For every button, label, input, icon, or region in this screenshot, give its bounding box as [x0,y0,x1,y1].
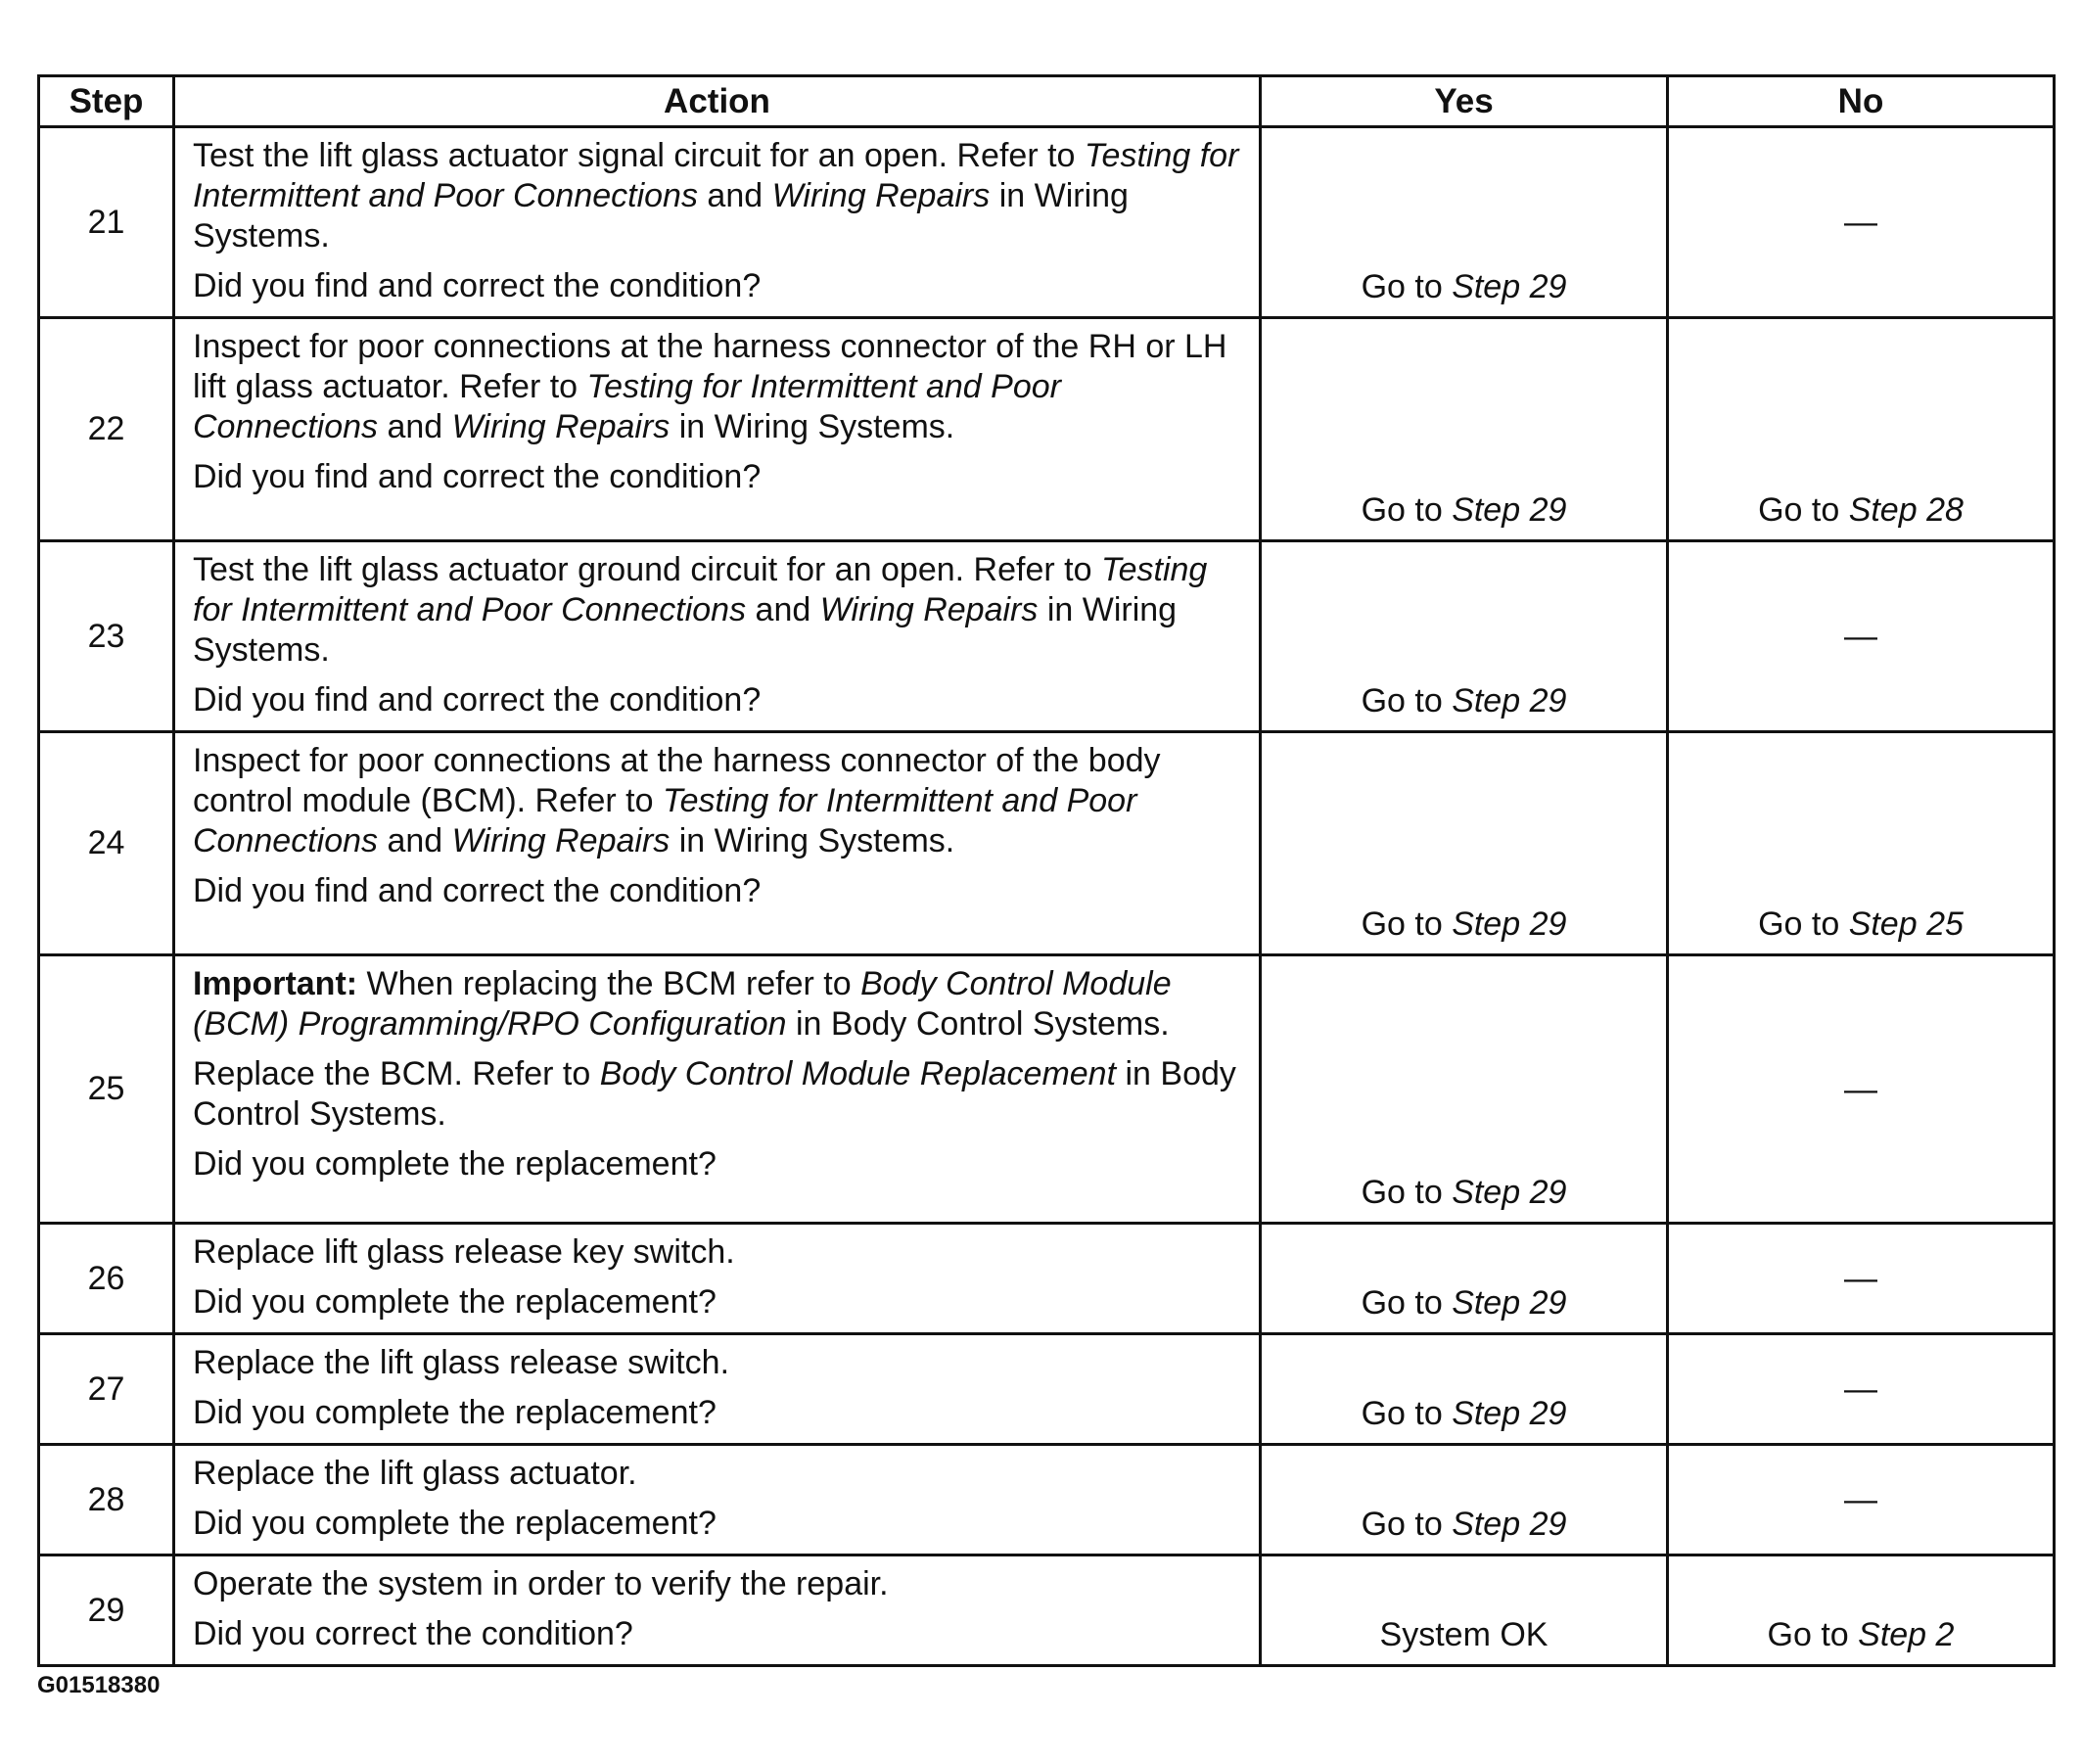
step-number: 21 [39,127,174,318]
no-result-dash: — [1668,541,2055,732]
action-cell [174,127,1261,318]
header-step: Step [39,76,174,127]
text-run: and [697,177,772,214]
action-cell [174,1224,1261,1334]
no-result [1668,1555,2055,1666]
yes-result [1261,1555,1668,1666]
action-question: Did you complete the replacement? [193,1283,717,1321]
yes-result [1261,318,1668,541]
no-result-dash: — [1668,1224,2055,1334]
text-run: Replace lift glass release key switch. [193,1233,735,1271]
action-question: Did you find and correct the condition? [193,267,762,304]
text-run: Go to [1767,1616,1859,1653]
text-run: Test the lift glass actuator signal circuit for an open. Refer to [193,137,1085,174]
text-run: Go to [1361,682,1453,720]
action-question: Did you complete the replacement? [193,1394,717,1431]
action-text [193,964,1241,1044]
action-question: Did you find and correct the condition? [193,872,762,909]
reference-title: Wiring Repairs [451,408,671,445]
table-row [39,955,2055,1224]
header-no: No [1668,76,2055,127]
action-text [193,327,1241,447]
reference-title: Step 29 [1452,268,1567,305]
text-run: Operate the system in order to verify the repair. [193,1565,889,1602]
action-text [193,1454,1241,1494]
text-run: and [378,408,452,445]
table-row [39,1224,2055,1334]
step-number: 26 [39,1224,174,1334]
table-row [39,127,2055,318]
table-row [39,1445,2055,1555]
no-result-dash: — [1668,1334,2055,1445]
text-run: in Wiring Systems. [670,408,955,445]
no-result-dash: — [1668,1445,2055,1555]
step-number: 28 [39,1445,174,1555]
text-run: and [378,822,452,859]
reference-title: Step 29 [1452,1506,1567,1543]
step-number: 27 [39,1334,174,1445]
yes-result [1261,1334,1668,1445]
header-yes: Yes [1261,76,1668,127]
yes-result [1261,541,1668,732]
text-run: and [746,591,820,628]
reference-title: Wiring Repairs [771,177,991,214]
no-result [1668,318,2055,541]
yes-result [1261,732,1668,955]
table-row [39,541,2055,732]
action-question: Did you correct the condition? [193,1615,633,1652]
table-header-row [39,76,2055,127]
text-run: Go to [1361,905,1453,943]
yes-result [1261,127,1668,318]
text-run: Go to [1361,1506,1453,1543]
reference-title: Testing for Intermittent and Poor Connections [193,368,1061,445]
reference-title: Step 29 [1452,1395,1567,1432]
action-text [193,741,1241,861]
text-run: Go to [1758,491,1849,529]
table-row [39,318,2055,541]
reference-title: Testing for Intermittent and Poor Connections [193,782,1137,859]
figure-id: G01518380 [37,1672,161,1698]
action-text [193,1232,1241,1273]
bold-label: Important: [193,965,358,1002]
yes-result [1261,1445,1668,1555]
reference-title: Step 25 [1848,905,1964,943]
step-number: 25 [39,955,174,1224]
text-run: in Wiring Systems. [670,822,955,859]
text-run: Go to [1758,905,1849,943]
reference-title: Testing for Intermittent and Poor Connections [193,137,1239,214]
action-question: Did you find and correct the condition? [193,458,762,495]
step-number: 22 [39,318,174,541]
action-text [193,1343,1241,1383]
text-run: in Body Control Systems. [786,1005,1170,1043]
header-action: Action [174,76,1261,127]
reference-title: Step 29 [1452,1284,1567,1322]
text-run: in Wiring Systems. [193,591,1178,669]
table-body [39,127,2055,1666]
reference-title: Step 28 [1848,491,1964,529]
text-run: Go to [1361,1174,1453,1211]
text-run: Replace the lift glass actuator. [193,1455,637,1492]
text-run: Inspect for poor connections at the harness connector of the body control module (BCM). Refer to [193,742,1161,819]
text-run: Replace the lift glass release switch. [193,1344,730,1381]
reference-title: Step 29 [1452,682,1567,720]
text-run: Replace the BCM. Refer to [193,1055,600,1092]
step-number: 23 [39,541,174,732]
no-result-dash: — [1668,127,2055,318]
step-number: 29 [39,1555,174,1666]
reference-title: Wiring Repairs [819,591,1039,628]
action-question: Did you complete the replacement? [193,1145,717,1183]
text-run: Go to [1361,268,1453,305]
text-run: Go to [1361,491,1453,529]
yes-result [1261,1224,1668,1334]
action-cell [174,541,1261,732]
action-cell [174,318,1261,541]
text-run: System OK [1379,1616,1549,1653]
action-cell [174,1445,1261,1555]
reference-title: Testing for Intermittent and Poor Connections [193,551,1208,628]
table-row [39,1334,2055,1445]
action-text [193,1054,1241,1135]
action-cell [174,1555,1261,1666]
table-row [39,1555,2055,1666]
action-question: Did you find and correct the condition? [193,681,762,719]
reference-title: Step 29 [1452,905,1567,943]
action-text [193,136,1241,256]
reference-title: Step 2 [1858,1616,1955,1653]
action-cell [174,1334,1261,1445]
reference-title: Step 29 [1452,491,1567,529]
diagnostic-table [37,74,2056,1667]
no-result-dash: — [1668,955,2055,1224]
step-number: 24 [39,732,174,955]
text-run: Go to [1361,1395,1453,1432]
action-question: Did you complete the replacement? [193,1505,717,1542]
reference-title: Body Control Module Replacement [599,1055,1117,1092]
text-run: When replacing the BCM refer to [357,965,861,1002]
text-run: Go to [1361,1284,1453,1322]
text-run: Inspect for poor connections at the harness connector of the RH or LH lift glass actuator. Refer to [193,328,1227,405]
action-text [193,550,1241,671]
reference-title: Wiring Repairs [451,822,671,859]
table-row [39,732,2055,955]
action-cell [174,732,1261,955]
yes-result [1261,955,1668,1224]
reference-title: Step 29 [1452,1174,1567,1211]
reference-title: Body Control Module (BCM) Programming/RPO Configuration [193,965,1172,1043]
text-run: in Wiring Systems. [193,177,1129,255]
text-run: Test the lift glass actuator ground circuit for an open. Refer to [193,551,1101,588]
action-text [193,1564,1241,1604]
text-run: in Body Control Systems. [193,1055,1236,1133]
action-cell [174,955,1261,1224]
no-result [1668,732,2055,955]
